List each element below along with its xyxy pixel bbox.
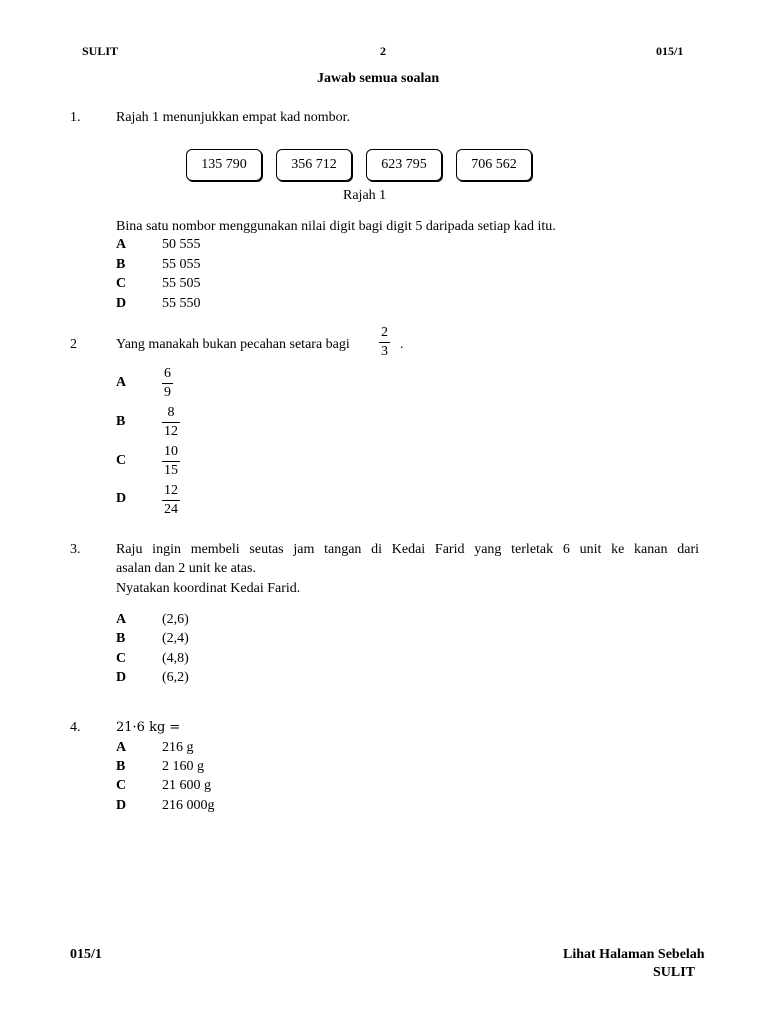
fraction-numerator: 10 [164,444,178,459]
q1-option-value: 55 505 [162,276,201,291]
q3-option-value: (2,4) [162,631,189,646]
header-left: SULIT [82,44,119,58]
fraction-numerator: 12 [164,483,178,498]
q1-option-value: 55 055 [162,257,201,272]
footer-next-page: Lihat Halaman Sebelah [563,947,705,962]
q1-option-letter: D [116,296,127,311]
instruction: Jawab semua soalan [317,71,440,86]
q3-number: 3. [70,542,81,557]
header-right: 015/1 [656,44,684,58]
number-card-3: 623 795 [366,149,442,181]
fraction-numerator: 6 [164,366,171,381]
q2-option-letter: C [116,453,127,468]
q4-option-letter: D [116,798,127,813]
q3-option-value: (6,2) [162,670,189,685]
number-card-2: 356 712 [276,149,352,181]
q1-option-value: 50 555 [162,237,201,252]
fraction-denominator: 24 [164,502,178,517]
q4-option-letter: B [116,759,126,774]
q4-option-value: 216 000g [162,798,215,813]
q2-target-fraction [379,326,390,359]
q2-option-letter: A [116,375,127,390]
q4-number: 4. [70,720,81,735]
fraction-denominator: 9 [164,385,171,400]
q1-option-letter: C [116,276,127,291]
q2-option-fraction [162,445,180,478]
q4-option-value: 216 g [162,740,194,755]
number-card-1: 135 790 [186,149,262,181]
fraction-denominator: 12 [164,424,178,439]
q2-text: Yang manakah bukan pecahan setara bagi [116,337,350,352]
q2-number: 2 [70,337,77,352]
q3-option-letter: C [116,651,127,666]
figure-caption: Rajah 1 [343,188,387,203]
q4-text: 21·6 kg = [116,720,181,735]
q3-line-1: Raju ingin membeli seutas jam tangan di Kedai Farid yang terletak 6 unit ke kanan dari [116,542,699,557]
number-card-4: 706 562 [456,149,532,181]
q1-text: Rajah 1 menunjukkan empat kad nombor. [116,110,351,125]
q3-option-letter: A [116,612,127,627]
footer-right: SULIT [653,965,696,980]
page-number: 2 [380,44,386,58]
q1-option-letter: B [116,257,126,272]
fraction-denominator: 3 [381,344,388,359]
q3-line-2: asalan dan 2 unit ke atas. [116,561,256,576]
q3-option-letter: D [116,670,127,685]
q2-option-fraction [162,406,180,439]
q1-option-value: 55 550 [162,296,201,311]
q2-option-fraction [162,367,173,400]
q3-line-3: Nyatakan koordinat Kedai Farid. [116,581,301,596]
q1-number: 1. [70,110,81,125]
q2-end: . [400,337,404,352]
footer-left: 015/1 [70,947,102,962]
q2-option-letter: D [116,491,127,506]
fraction-denominator: 15 [164,463,178,478]
q1-option-letter: A [116,237,127,252]
fraction-numerator: 8 [167,405,175,420]
q2-option-letter: B [116,414,126,429]
q4-option-letter: C [116,778,127,793]
q1-question: Bina satu nombor menggunakan nilai digit bagi digit 5 daripada setiap kad itu. [116,219,556,234]
q4-option-value: 2 160 g [162,759,204,774]
q3-option-letter: B [116,631,126,646]
q3-option-value: (4,8) [162,651,189,666]
fraction-numerator: 2 [381,325,388,340]
q3-option-value: (2,6) [162,612,189,627]
q4-option-value: 21 600 g [162,778,211,793]
q4-option-letter: A [116,740,127,755]
q2-option-fraction [162,484,180,517]
